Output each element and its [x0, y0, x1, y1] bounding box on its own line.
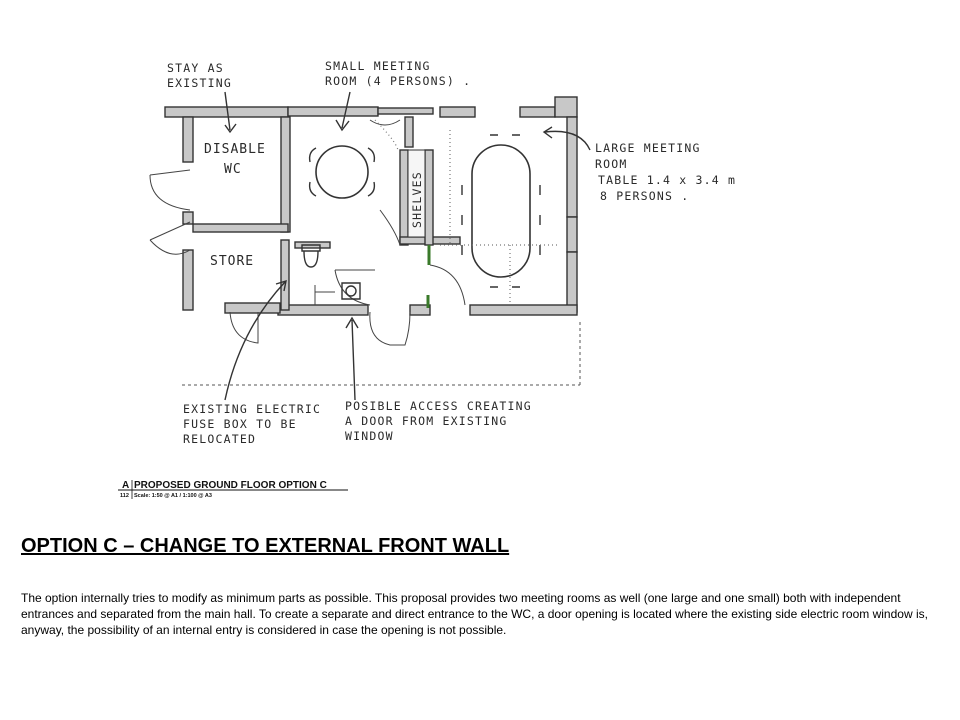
- wc-cubicle-lines: [315, 285, 335, 305]
- partition-small-room-top: [405, 117, 413, 147]
- wall-bottom-left: [278, 305, 368, 315]
- wall-top-right-2: [520, 107, 555, 117]
- chair-3: [310, 182, 316, 196]
- boundary-dashed: [182, 320, 580, 385]
- note-electric-1: EXISTING ELECTRIC: [183, 402, 322, 416]
- partition-wc-vertical: [281, 240, 289, 310]
- note-access-2: A DOOR FROM EXISTING: [345, 414, 508, 428]
- wall-bottom-right: [470, 305, 577, 315]
- large-oval-table: [472, 145, 530, 277]
- door-arc-wc: [150, 170, 190, 210]
- chair-2: [368, 148, 374, 162]
- door-arc-bottom-double: [370, 312, 410, 345]
- note-large-meeting-4: 8 PERSONS .: [600, 189, 690, 203]
- drawing-scale: Scale: 1:50 @ A1 / 1:100 @ A3: [134, 493, 212, 499]
- room-label-disable-wc-1: DISABLE: [204, 142, 266, 157]
- option-heading: OPTION C – CHANGE TO EXTERNAL FRONT WALL: [21, 535, 510, 557]
- door-arc-top: [370, 120, 400, 125]
- drawing-marker: A: [122, 480, 130, 491]
- note-small-meeting-2: ROOM (4 PERSONS) .: [325, 74, 472, 88]
- note-electric-2: FUSE BOX TO BE: [183, 417, 297, 431]
- arrow-access: [346, 318, 358, 400]
- partition-store-top: [193, 224, 288, 232]
- note-large-meeting-1: LARGE MEETING: [595, 141, 701, 155]
- partition-wc-small: [281, 117, 290, 232]
- wall-left-mid: [183, 212, 193, 224]
- wall-bottom-store: [225, 303, 280, 313]
- arrow-electric: [225, 281, 286, 400]
- partition-shelves-left: [400, 150, 408, 245]
- note-access-1: POSIBLE ACCESS CREATING: [345, 399, 532, 413]
- chair-4: [368, 182, 374, 196]
- note-stay-existing-1: STAY AS: [167, 61, 224, 75]
- chair-1: [310, 148, 316, 162]
- wall-right-2: [567, 217, 577, 252]
- drawing-number: 112: [120, 493, 129, 499]
- door-arc-small-room: [380, 210, 400, 245]
- wall-top-right-3: [555, 97, 577, 117]
- door-arc-bottom-left: [230, 312, 258, 343]
- note-access-3: WINDOW: [345, 429, 394, 443]
- note-stay-existing-2: EXISTING: [167, 76, 232, 90]
- note-large-meeting-3: TABLE 1.4 x 3.4 m: [598, 173, 737, 187]
- note-electric-3: RELOCATED: [183, 432, 257, 446]
- room-label-disable-wc-2: WC: [224, 162, 242, 177]
- shelves-label: SHELVES: [410, 171, 424, 228]
- small-round-table: [316, 146, 368, 198]
- note-small-meeting-1: SMALL MEETING: [325, 59, 431, 73]
- note-large-meeting-2: ROOM: [595, 157, 628, 171]
- wall-left-store: [183, 250, 193, 310]
- drawing-title: PROPOSED GROUND FLOOR OPTION C: [134, 480, 327, 491]
- wall-top-mid: [288, 107, 378, 116]
- wall-right-3: [567, 252, 577, 312]
- partition-large-room: [425, 150, 433, 245]
- room-label-store: STORE: [210, 254, 255, 269]
- option-description: The option internally tries to modify as minimum parts as possible. This proposal provides two meeting rooms as well (one large and one small) both with independent entrances and separated from the main hall. To create a separate and direct entrance to the WC, a door opening is located where the existing side electric room window is, anyway, the possibility of an internal entry is considered in case the opening is not possible.: [21, 591, 928, 637]
- wall-left-wc: [183, 117, 193, 162]
- door-arc-large-room: [430, 265, 465, 305]
- wall-top-window-1: [378, 108, 433, 114]
- wc-basin: [342, 283, 360, 299]
- wall-top-right-1: [440, 107, 475, 117]
- wall-right-1: [567, 117, 577, 217]
